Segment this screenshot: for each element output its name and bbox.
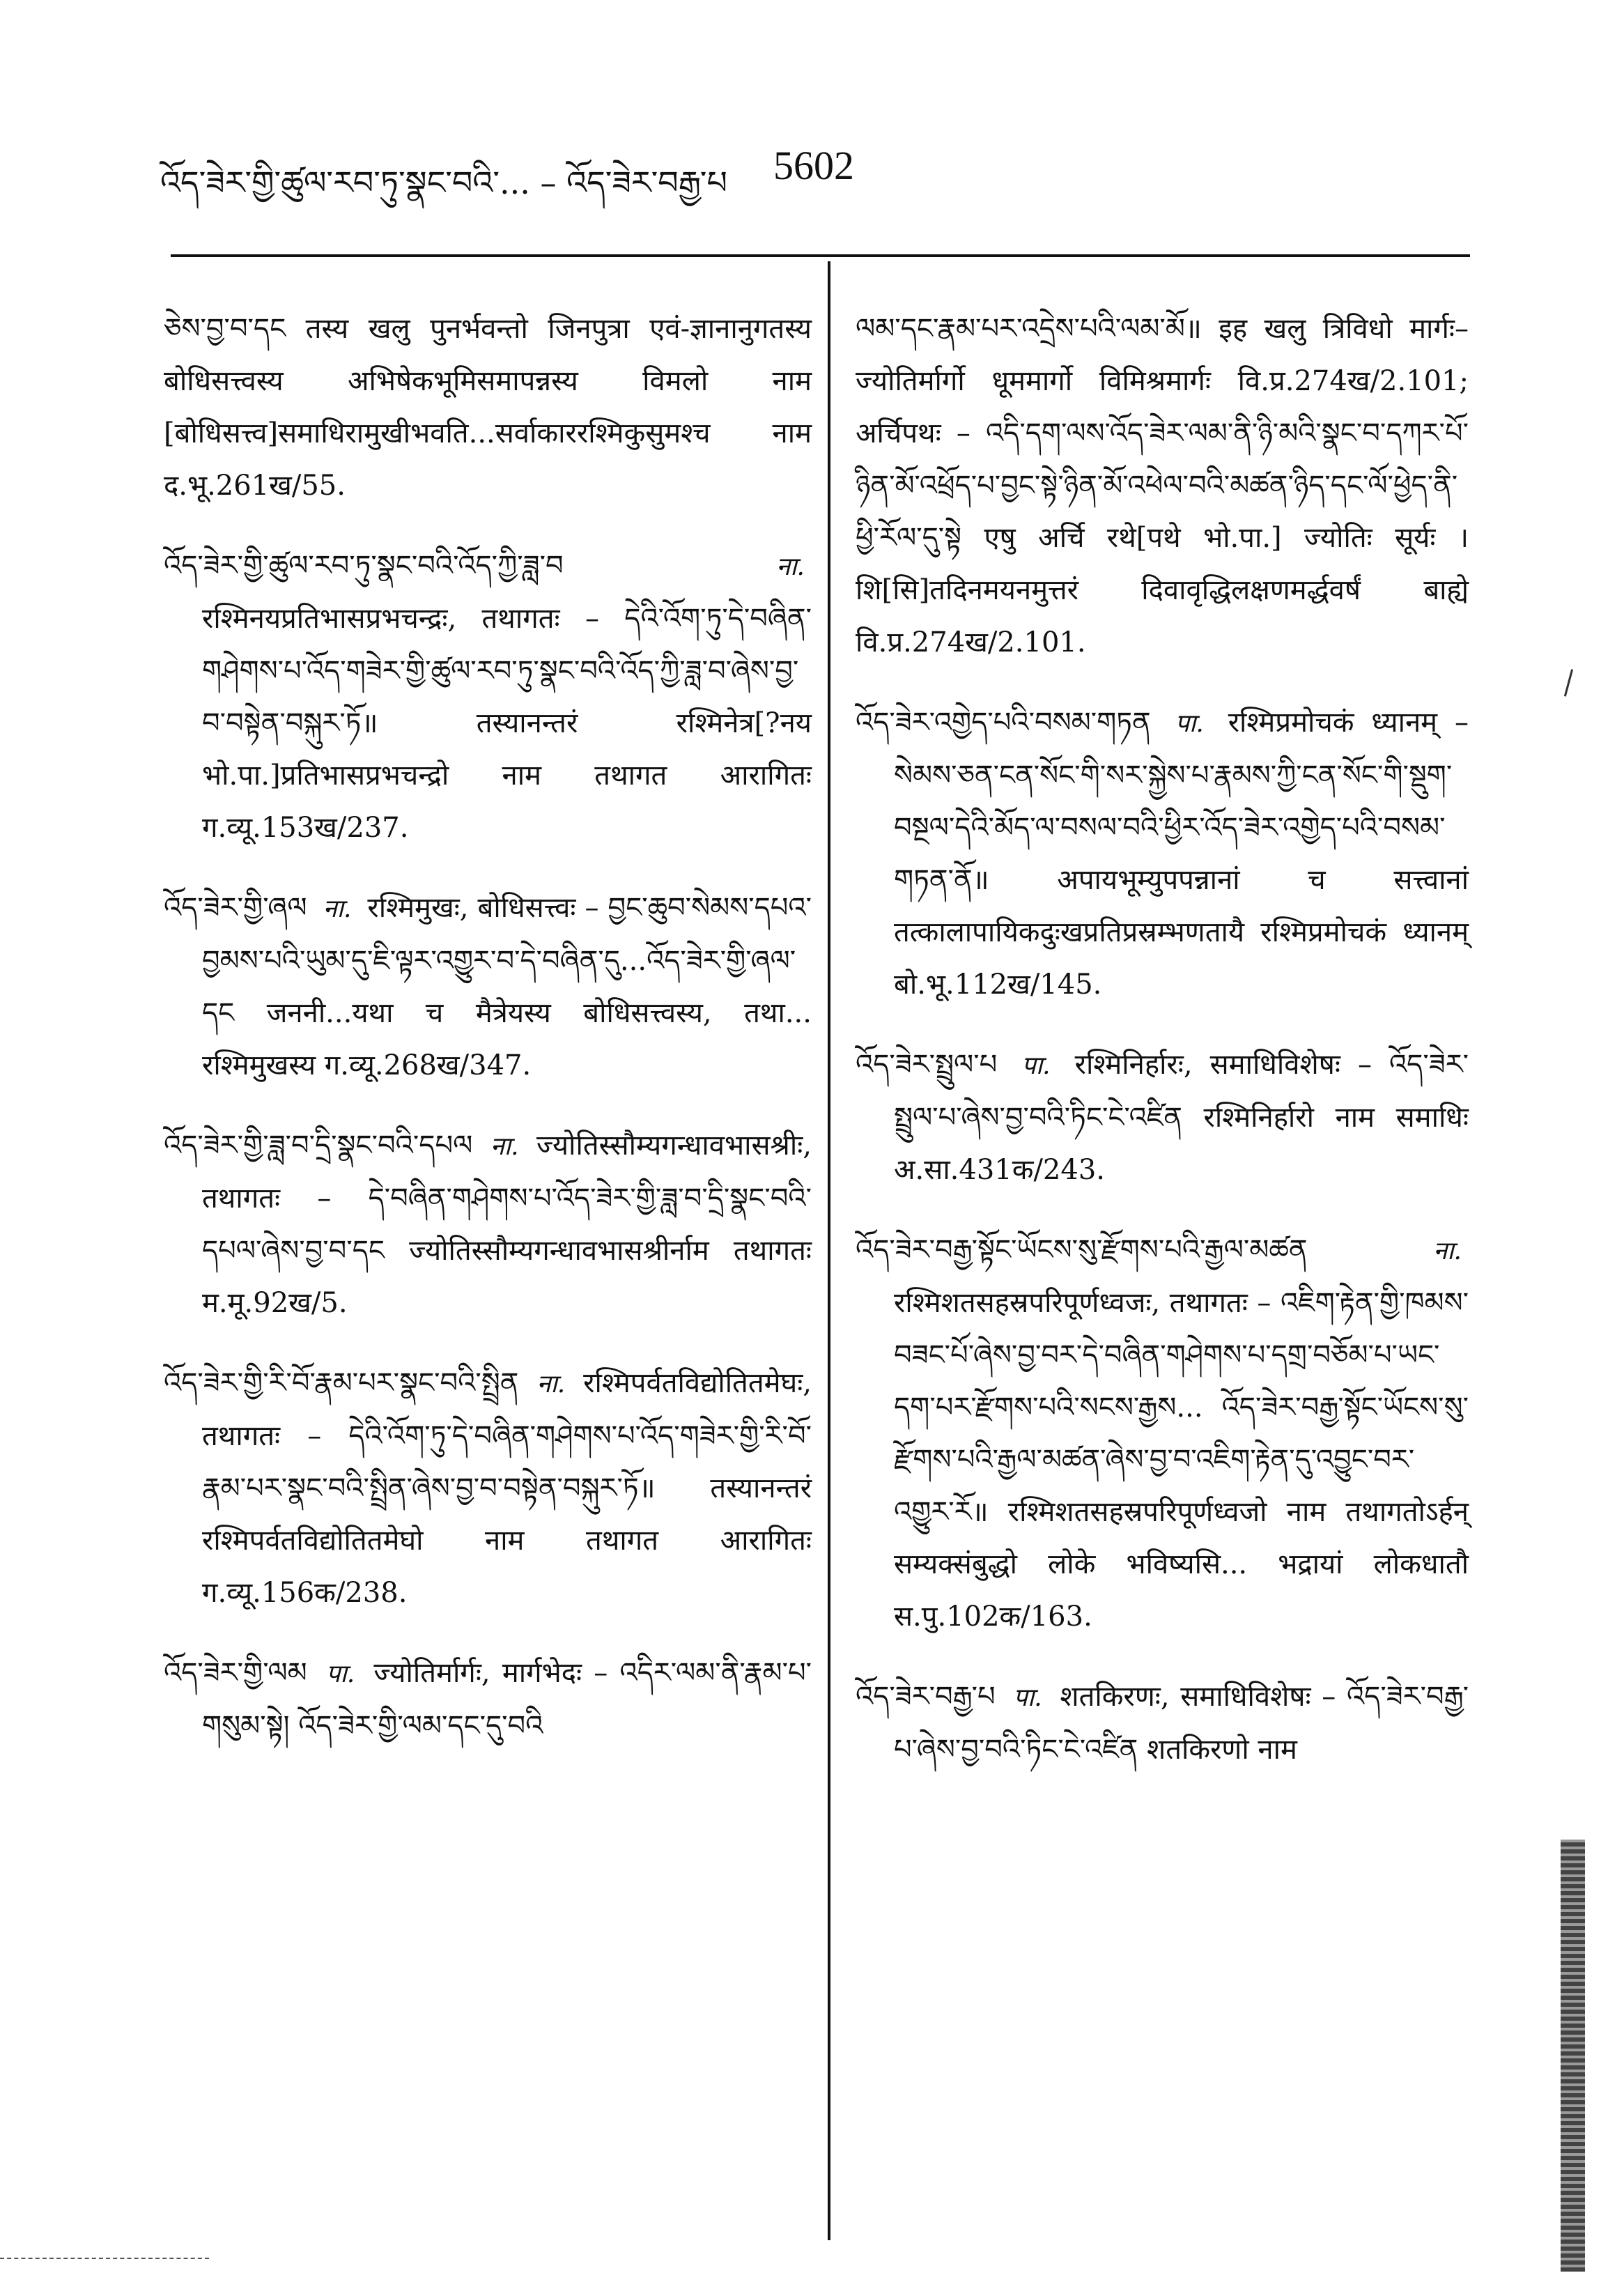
dictionary-entry — [164, 1357, 812, 1619]
grammar-tag: ना. — [1433, 1237, 1462, 1265]
entry-text: ज्योतिर्मार्गः, मार्गभेदः – འདིར་ལམ་ནི་རྣམ་པ་གསུམ་སྟེ། འོད་ཟེར་གྱི་ལམ་དང་དུ་བའི — [202, 1657, 812, 1742]
scan-speck — [1564, 669, 1573, 696]
entry-text: रश्मिशतसहस्रपरिपूर्णध्वजः, तथागतः – འཇིག་རྟེན་གྱི་ཁམས་བཟང་པོ་ཞེས་བྱ་བར་དེ་བཞིན་གཤེགས་པ་དགྲ་བཅོམ་པ་ཡང་དག་པར་རྫོགས་པའི་སངས་རྒྱས... འོད་ཟེར་བརྒྱ་སྟོང་ཡོངས་སུ་རྫོགས་པའི་རྒྱལ་མཚན་ཞེས་བྱ་བ་འཇིག་རྟེན་དུ་འབྱུང་བར་འགྱུར་རོ॥ रश्मिशतसहस्रपरिपूर्णध्वजो नाम तथागतोऽर्हन् सम्यक्संबुद्धो लोके भविष्यसि... भद्रायां लोकधातौ स.पु.102क/163. — [894, 1287, 1469, 1633]
grammar-tag: ना. — [490, 1132, 519, 1161]
entry-headword: འོད་ཟེར་བརྒྱ་སྟོང་ཡོངས་སུ་རྫོགས་པའི་རྒྱལ་མཚན — [856, 1234, 1308, 1266]
binding-edge-mark — [1561, 1840, 1585, 2272]
entry-text: रश्मिपर्वतविद्योतितमेघः, तथागतः – དེའི་འོག་ཏུ་དེ་བཞིན་གཤེགས་པ་འོད་གཟེར་གྱི་རི་བོ་རྣམ་པར་སྣང་བའི་སྤྲིན་ཞེས་བྱ་བ་བསྟེན་བསྐུར་ཏོ॥ तस्यानन्तरं रश्मिपर्वतविद्योतितमेघो नाम तथागत आरागितः ग.व्यू.156क/238. — [202, 1367, 812, 1609]
entry-text: रश्मिमुखः, बोधिसत्त्वः – བྱང་ཆུབ་སེམས་དཔའ་བྱམས་པའི་ཡུམ་དུ་ཇི་ལྟར་འགྱུར་བ་དེ་བཞིན་དུ...འོད་ཟེར་གྱི་ཞལ་དང जननी...यथा च मैत्रेयस्य बोधिसत्त्वस्य, तथा... रश्मिमुखस्य ग.व्यू.268ख/347. — [202, 892, 812, 1081]
dictionary-entry — [856, 1671, 1469, 1776]
dictionary-entry — [856, 697, 1469, 1011]
grammar-tag: पा. — [1175, 709, 1204, 738]
dictionary-entry — [856, 303, 1469, 669]
left-column — [164, 275, 812, 1770]
page-number: 5602 — [773, 143, 854, 188]
grammar-tag: ना. — [323, 895, 352, 923]
dictionary-entry — [164, 303, 812, 512]
grammar-tag: ना. — [536, 1370, 566, 1398]
entry-text: रश्मिनयप्रतिभासप्रभचन्द्रः, तथागतः – དེའི་འོག་ཏུ་དེ་བཞིན་གཤེགས་པ་འོད་གཟེར་གྱི་ཚུལ་རབ་ཏུ་སྣང་བའི་འོད་ཀྱི་ཟླ་བ་ཞེས་བྱ་བ་བསྟེན་བསྐུར་ཏོ॥ तस्यानन्तरं रश्मिनेत्र[?नय भो.पा.]प्रतिभासप्रभचन्द्रो नाम तथागत आरागितः ग.व्यू.153ख/237. — [202, 603, 812, 844]
entry-headword: འོད་ཟེར་གྱི་ཟླ་བ་དྲི་སྣང་བའི་དཔལ — [164, 1130, 473, 1162]
dictionary-entry — [856, 1224, 1469, 1643]
entry-headword: འོད་ཟེར་འགྱེད་པའི་བསམ་གཏན — [856, 707, 1151, 739]
entry-text: रश्मिप्रमोचकं ध्यानम् – སེམས་ཅན་ངན་སོང་གི་སར་སྐྱེས་པ་རྣམས་ཀྱི་ངན་སོང་གི་སྡུག་བསྔལ་དེའི་མོད་ལ་བསལ་བའི་ཕྱིར་འོད་ཟེར་འགྱེད་པའི་བསམ་གཏན་ནོ॥ अपायभूम्युपपन्नानां च सत्त्वानां तत्कालापायिकदुःखप्रतिप्रस्रम्भणतायै रश्मिप्रमोचकं ध्यानम् बो.भू.112ख/145. — [894, 707, 1469, 1001]
grammar-tag: पा. — [325, 1660, 355, 1688]
grammar-tag: पा. — [1013, 1683, 1042, 1712]
right-column — [856, 275, 1469, 1794]
dictionary-entry — [164, 1647, 812, 1752]
running-header — [160, 139, 1484, 202]
running-head-text: འོད་ཟེར་གྱི་ཚུལ་རབ་ཏུ་སྣང་བའི་... – འོད་ཟེར་བརྒྱ་པ — [160, 164, 727, 201]
header-rule — [171, 254, 1470, 257]
entry-headword: འོད་ཟེར་སྤྲུལ་པ — [856, 1049, 998, 1081]
entry-text: ཅེས་བྱ་བ་དང तस्य खलु पुनर्भवन्तो जिनपुत्रा एवं-ज्ञानानुगतस्य बोधिसत्त्वस्य अभिषेकभूमिसमापन्नस्य विमलो नाम [बोधिसत्त्व]समाधिरामुखीभवति...सर्वाकाररश्मिकुसुमश्च नाम द.भू.261ख/55. — [164, 313, 812, 502]
dictionary-entry — [164, 540, 812, 854]
entry-headword: འོད་ཟེར་གྱི་རི་བོ་རྣམ་པར་སྣང་བའི་སྤྲིན — [164, 1367, 519, 1399]
entry-text: शतकिरणः, समाधिविशेषः – འོད་ཟེར་བརྒྱ་པ་ཞེས་བྱ་བའི་ཏིང་ངེ་འཛིན शतकिरणो नाम — [894, 1681, 1469, 1766]
entry-text: ལམ་དང་རྣམ་པར་འདྲེས་པའི་ལམ་མོ॥ इह खलु त्रिविधो मार्गः–ज्योतिर्मार्गो धूममार्गो विमिश्रमार्गः वि.प्र.274ख/2.101; अर्चिपथः – འདི་དག་ལས་འོད་ཟེར་ལམ་ནི་ཉི་མའི་སྣང་བ་དཀར་པོ་ཉིན་མོ་འཕྲོད་པ་བྱང་སྟེ་ཉིན་མོ་འཕེལ་བའི་མཚན་ཉིད་དང་ལོ་ཕྱེད་ནི་ཕྱི་རོལ་དུ་སྟེ एषु अर्चि रथे[पथे भो.पा.] ज्योतिः सूर्यः । शि[सि]तदिनमयनमुत्तरं दिवावृद्धिलक्षणमर्द्धवर्षं बाह्ये वि.प्र.274ख/2.101. — [856, 313, 1469, 658]
scan-bottom-line — [0, 2258, 209, 2260]
grammar-tag: पा. — [1021, 1051, 1051, 1080]
dictionary-entry — [164, 1120, 812, 1330]
dictionary-entry — [164, 882, 812, 1092]
grammar-tag: ना. — [776, 553, 805, 581]
entry-headword: འོད་ཟེར་བརྒྱ་པ — [856, 1681, 996, 1713]
entry-text: ज्योतिस्सौम्यगन्धावभासश्रीः, तथागतः – དེ་བཞིན་གཤེགས་པ་འོད་ཟེར་གྱི་ཟླ་བ་དྲི་སྣང་བའི་དཔལ་ཞེས་བྱ་བ་དང ज्योतिस्सौम्यगन्धावभासश्रीर्नाम तथागतः म.मू.92ख/5. — [202, 1130, 812, 1319]
entry-headword: འོད་ཟེར་གྱི་ཞལ — [164, 892, 307, 924]
entry-text: रश्मिनिर्हारः, समाधिविशेषः – འོད་ཟེར་སྤྲུལ་པ་ཞེས་བྱ་བའི་ཏིང་ངེ་འཛིན रश्मिनिर्हारो नाम समाधिः अ.सा.431क/243. — [894, 1049, 1469, 1186]
column-divider — [828, 261, 830, 2240]
dictionary-entry — [856, 1039, 1469, 1196]
entry-headword: འོད་ཟེར་གྱི་ཚུལ་རབ་ཏུ་སྣང་བའི་འོད་ཀྱི་ཟླ་བ — [164, 550, 564, 582]
entry-headword: འོད་ཟེར་གྱི་ལམ — [164, 1657, 307, 1689]
